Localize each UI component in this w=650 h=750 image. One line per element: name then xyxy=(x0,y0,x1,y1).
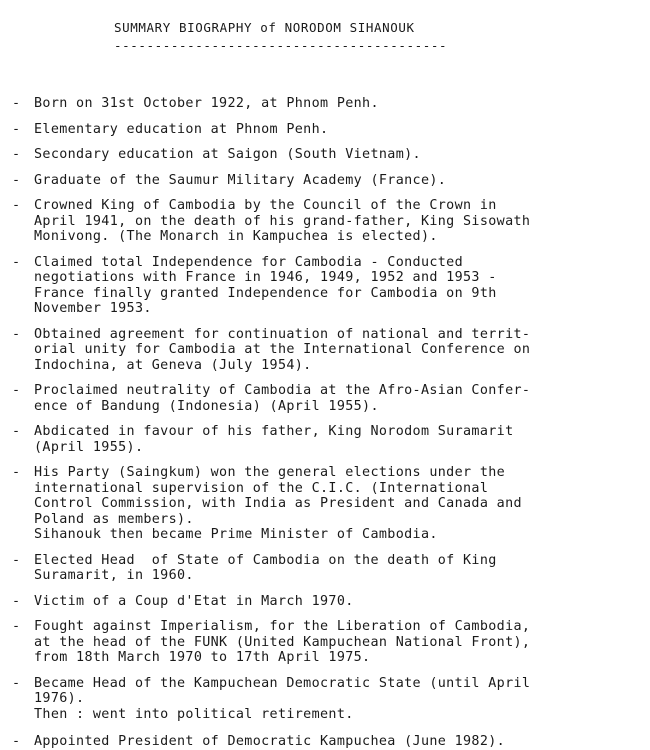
entry-text-line: April 1941, on the death of his grand-father, King Sisowath xyxy=(34,213,531,229)
bullet-dash: - xyxy=(12,254,21,270)
entry-text-line: Suramarit, in 1960. xyxy=(34,568,194,583)
entry-text-line: at the head of the FUNK (United Kampuchean National Front), xyxy=(34,634,531,650)
entry-text-line: Sihanouk then became Prime Minister of Cambodia. xyxy=(34,527,438,542)
biography-entry xyxy=(12,465,642,543)
biography-entry xyxy=(12,96,642,112)
entry-text-line: Obtained agreement for continuation of national and territ- xyxy=(34,326,531,342)
entry-text-line: Control Commission, with India as President and Canada and xyxy=(34,496,522,511)
biography-entry xyxy=(12,676,642,723)
biography-entry xyxy=(12,383,642,414)
bullet-dash: - xyxy=(12,147,21,162)
entry-text-line: ence of Bandung (Indonesia) (April 1955). xyxy=(34,398,379,414)
entry-text-line: Monivong. (The Monarch in Kampuchea is elected). xyxy=(34,229,438,244)
bullet-dash: - xyxy=(12,383,21,398)
entry-text-line: Proclaimed neutrality of Cambodia at the Afro-Asian Confer- xyxy=(34,383,531,398)
entry-text-line: Abdicated in favour of his father, King Norodom Suramarit xyxy=(34,424,514,439)
biography-entry xyxy=(12,327,642,374)
entry-text-line: Born on 31st October 1922, at Phnom Penh. xyxy=(34,96,379,111)
bullet-dash: - xyxy=(12,619,21,634)
bullet-dash: - xyxy=(12,593,21,609)
bullet-dash: - xyxy=(12,198,21,213)
bullet-dash: - xyxy=(12,424,21,439)
biography-entry xyxy=(12,255,642,317)
entry-text-line: November 1953. xyxy=(34,301,152,316)
bullet-dash: - xyxy=(12,675,21,691)
entry-text-line: negotiations with France in 1946, 1949, 1952 and 1953 - xyxy=(34,270,497,285)
entry-text-line: Victim of a Coup d'Etat in March 1970. xyxy=(34,593,354,609)
bullet-dash: - xyxy=(12,121,21,137)
biography-entry xyxy=(12,173,642,189)
entry-text-line: (April 1955). xyxy=(34,439,144,455)
biography-entry xyxy=(12,553,642,584)
biography-entry xyxy=(12,122,642,138)
entry-text-line: international supervision of the C.I.C. (International xyxy=(34,480,489,496)
document-title: SUMMARY BIOGRAPHY of NORODOM SIHANOUK xyxy=(114,20,415,35)
entry-text-line: Elementary education at Phnom Penh. xyxy=(34,121,329,137)
bullet-dash: - xyxy=(12,96,21,111)
biography-entry xyxy=(12,594,642,610)
entry-text-line: Crowned King of Cambodia by the Council of the Crown in xyxy=(34,198,497,213)
entry-text-line: Indochina, at Geneva (July 1954). xyxy=(34,357,312,373)
bullet-dash: - xyxy=(12,172,21,188)
entry-text-line: Claimed total Independence for Cambodia - Conducted xyxy=(34,254,464,270)
entry-text-line: France finally granted Independence for Cambodia on 9th xyxy=(34,285,497,301)
entry-text-line: Then : went into political retirement. xyxy=(34,706,354,722)
entry-text-line: Appointed President of Democratic Kampuchea (June 1982). xyxy=(34,734,506,749)
biography-entry xyxy=(12,198,642,245)
entry-text-line: Became Head of the Kampuchean Democratic State (until April xyxy=(34,675,531,691)
entry-text-line: Fought against Imperialism, for the Liberation of Cambodia, xyxy=(34,619,531,634)
entry-text-line: from 18th March 1970 to 17th April 1975. xyxy=(34,650,371,665)
entry-text-line: Elected Head of State of Cambodia on the death of King xyxy=(34,552,497,568)
biography-list xyxy=(12,86,642,750)
bullet-dash: - xyxy=(12,465,21,480)
biography-entry xyxy=(12,619,642,666)
biography-entry xyxy=(12,734,642,750)
entry-text-line: 1976). xyxy=(34,691,85,706)
bullet-dash: - xyxy=(12,326,21,342)
entry-text-line: Secondary education at Saigon (South Vietnam). xyxy=(34,147,421,162)
title-underline: ----------------------------------------- xyxy=(114,38,448,53)
bullet-dash: - xyxy=(12,552,21,568)
biography-entry xyxy=(12,424,642,455)
biography-entry xyxy=(12,147,642,163)
bullet-dash: - xyxy=(12,734,21,749)
entry-text-line: orial unity for Cambodia at the International Conference on xyxy=(34,342,531,357)
entry-text-line: Poland as members). xyxy=(34,511,194,527)
entry-text-line: Graduate of the Saumur Military Academy (France). xyxy=(34,172,447,188)
entry-text-line: His Party (Saingkum) won the general elections under the xyxy=(34,465,506,480)
